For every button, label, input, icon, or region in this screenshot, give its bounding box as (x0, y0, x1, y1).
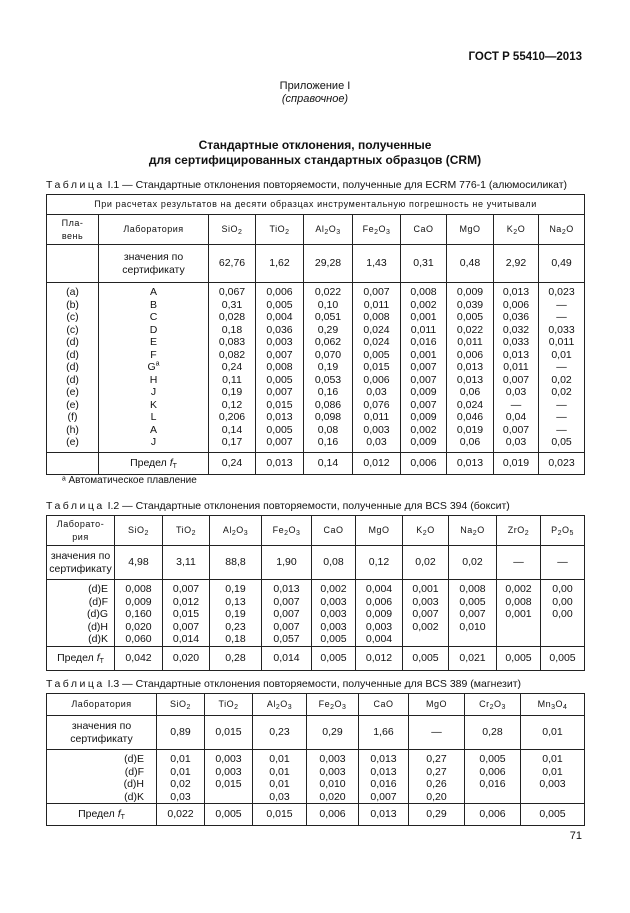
table2-limit-value-9: 0,005 (541, 646, 585, 670)
table3-limit-label: Предел $f_T$ (47, 804, 157, 826)
table1-header-1: Лаборатория (99, 215, 209, 245)
table1-header-9: $Na_2O$ (539, 215, 585, 245)
table2-limit-value-8: 0,005 (497, 646, 541, 670)
table2-cert-value-2: 88,8 (210, 546, 262, 580)
table1-value-column-7: 0,023 — — 0,033 0,011 0,01 — 0,02 0,02 — — — 0,05 (539, 283, 585, 453)
table3-cert-value-3: 0,29 (307, 716, 359, 750)
table1-value-column-6: 0,013 0,006 0,036 0,032 0,033 0,013 0,011 0,007 0,03 — 0,04 0,007 0,03 (494, 283, 539, 453)
table3 (46, 693, 585, 826)
table2-cert-label: значения по сертификату (47, 546, 115, 580)
table3-cert-label: значения по сертификату (47, 716, 157, 750)
table1-limit-value-1: 0,013 (256, 453, 304, 475)
table2-cert-value-8: — (497, 546, 541, 580)
appendix-subtitle: (справочное) (281, 93, 349, 105)
table2-cert-value-4: 0,08 (312, 546, 356, 580)
table1-cert-label: значения по сертификату (99, 245, 209, 283)
page-number: 71 (569, 830, 582, 842)
table3-header-2: TiO$_2$ (205, 694, 253, 716)
table1-cert-value-4: 0,31 (401, 245, 447, 283)
table3-header-4: $Fe_2O_3$ (307, 694, 359, 716)
table3-limit-value-1: 0,005 (205, 804, 253, 826)
table1-cert-value-7: 0,49 (539, 245, 585, 283)
table2-limit-value-7: 0,021 (449, 646, 497, 670)
table2-value-column-9: 0,00 0,00 0,00 (541, 580, 585, 647)
table1-header-3: TiO$_2$ (256, 215, 304, 245)
table1-value-column-5: 0,009 0,039 0,005 0,022 0,011 0,006 0,013 0,013 0,06 0,024 0,046 0,019 0,06 (447, 283, 494, 453)
table2-caption: Таблица I.2 — Стандартные отклонения повторяемости, полученные для BCS 394 (боксит) (46, 500, 510, 512)
table1-limit-value-3: 0,012 (353, 453, 401, 475)
table1-header-8: $K_2O$ (494, 215, 539, 245)
table3-value-column-1: 0,003 0,003 0,015 (205, 750, 253, 804)
table1-value-column-1: 0,006 0,005 0,004 0,036 0,003 0,007 0,008 0,005 0,007 0,015 0,013 0,005 0,007 (256, 283, 304, 453)
table1-limit-value-6: 0,019 (494, 453, 539, 475)
table3-header-7: $Cr_2O_3$ (465, 694, 521, 716)
table3-cert-value-1: 0,015 (205, 716, 253, 750)
table3-value-column-0: 0,01 0,01 0,02 0,03 (157, 750, 205, 804)
table2-header-6: MgO (356, 516, 403, 546)
table2-limit-value-0: 0,042 (115, 646, 163, 670)
table1-cert-value-2: 29,28 (304, 245, 353, 283)
table2-cert-value-0: 4,98 (115, 546, 163, 580)
table3-header-8: $Mn_3O_4$ (521, 694, 585, 716)
table3-caption: Таблица I.3 — Стандартные отклонения повторяемости, полученные для BCS 389 (магнезит) (46, 678, 522, 690)
table1-cert-value-0: 62,76 (209, 245, 256, 283)
table2-limit-value-5: 0,012 (356, 646, 403, 670)
table2-value-column-6: 0,001 0,003 0,007 0,002 (403, 580, 449, 647)
table1-lab-column: A B C D E F $G^a$ H J K L A J (99, 283, 209, 453)
table1-note: При расчетах результатов на десяти образцах инструментальную погрешность не учитывали (47, 195, 585, 215)
table1-limit-value-5: 0,013 (447, 453, 494, 475)
table2-limit-value-4: 0,005 (312, 646, 356, 670)
table1-footnote: ᵃ Автоматическое плавление (62, 475, 197, 486)
table1-flux-column: (a) (b) (c) (c) (d) (d) (d) (d) (e) (e) (f) (h) (e) (47, 283, 99, 453)
table1-limit-value-0: 0,24 (209, 453, 256, 475)
table3-value-column-7: 0,01 0,01 0,003 (521, 750, 585, 804)
table2 (46, 515, 585, 671)
table2-cert-value-5: 0,12 (356, 546, 403, 580)
table3-limit-value-0: 0,022 (157, 804, 205, 826)
main-title-line2: для сертифицированных стандартных образцов (CRM) (148, 153, 482, 167)
table1-header-4: $Al_2O_3$ (304, 215, 353, 245)
table3-value-column-3: 0,003 0,003 0,010 0,020 (307, 750, 359, 804)
appendix-heading (0, 80, 630, 106)
table2-cert-value-1: 3,11 (163, 546, 210, 580)
table3-value-column-4: 0,013 0,013 0,016 0,007 (359, 750, 409, 804)
table3-limit-value-4: 0,013 (359, 804, 409, 826)
table2-header-8: $Na_2O$ (449, 516, 497, 546)
table1-header-0: Пла- вень (47, 215, 99, 245)
table2-limit-value-3: 0,014 (262, 646, 312, 670)
table2-value-column-5: 0,004 0,006 0,009 0,003 0,004 (356, 580, 403, 647)
table2-value-column-0: 0,008 0,009 0,160 0,020 0,060 (115, 580, 163, 647)
table3-limit-value-6: 0,006 (465, 804, 521, 826)
table3-header-3: $Al_2O_3$ (253, 694, 307, 716)
table2-limit-value-2: 0,28 (210, 646, 262, 670)
table2-cert-value-7: 0,02 (449, 546, 497, 580)
table2-header-0: Лаборато- рия (47, 516, 115, 546)
table3-cert-value-4: 1,66 (359, 716, 409, 750)
table2-header-7: $K_2O$ (403, 516, 449, 546)
table1-cert-flux (47, 245, 99, 283)
table2-cert-value-9: — (541, 546, 585, 580)
document-header: ГОСТ Р 55410—2013 (468, 51, 582, 63)
table3-cert-value-7: 0,01 (521, 716, 585, 750)
table1-value-column-2: 0,022 0,10 0,051 0,29 0,062 0,070 0,19 0,053 0,16 0,086 0,098 0,08 0,16 (304, 283, 353, 453)
table1-header-7: MgO (447, 215, 494, 245)
table2-value-column-3: 0,013 0,007 0,007 0,007 0,057 (262, 580, 312, 647)
table3-header-5: CaO (359, 694, 409, 716)
table2-limit-value-6: 0,005 (403, 646, 449, 670)
table1-cert-value-1: 1,62 (256, 245, 304, 283)
table3-cert-value-6: 0,28 (465, 716, 521, 750)
main-title (0, 138, 630, 168)
table1-value-column-3: 0,007 0,011 0,008 0,024 0,024 0,005 0,015 0,006 0,03 0,076 0,011 0,003 0,03 (353, 283, 401, 453)
table1-cert-value-3: 1,43 (353, 245, 401, 283)
table1-header-6: CaO (401, 215, 447, 245)
table3-cert-value-2: 0,23 (253, 716, 307, 750)
table1-limit-value-7: 0,023 (539, 453, 585, 475)
table2-value-column-4: 0,002 0,003 0,003 0,003 0,005 (312, 580, 356, 647)
table1-header-5: $Fe_2O_3$ (353, 215, 401, 245)
table1-header-2: SiO$_2$ (209, 215, 256, 245)
appendix-title: Приложение I (279, 80, 351, 92)
table3-header-6: MgO (409, 694, 465, 716)
table2-lab-column: (d)E (d)F (d)G (d)H (d)K (47, 580, 115, 647)
table2-value-column-1: 0,007 0,012 0,015 0,007 0,014 (163, 580, 210, 647)
table2-value-column-8: 0,002 0,008 0,001 (497, 580, 541, 647)
table2-header-3: $Al_2O_3$ (210, 516, 262, 546)
table2-header-9: ZrO$_2$ (497, 516, 541, 546)
table2-header-10: $P_2O_5$ (541, 516, 585, 546)
table1-cert-value-5: 0,48 (447, 245, 494, 283)
table3-limit-value-3: 0,006 (307, 804, 359, 826)
table3-limit-value-2: 0,015 (253, 804, 307, 826)
table2-header-1: SiO$_2$ (115, 516, 163, 546)
table2-limit-label: Предел $f_T$ (47, 646, 115, 670)
table3-limit-value-7: 0,005 (521, 804, 585, 826)
table1-limit-label: Предел $f_T$ (99, 453, 209, 475)
table1 (46, 194, 585, 475)
table2-limit-value-1: 0,020 (163, 646, 210, 670)
table2-header-2: TiO$_2$ (163, 516, 210, 546)
table2-cert-value-6: 0,02 (403, 546, 449, 580)
table3-value-column-5: 0,27 0,27 0,26 0,20 (409, 750, 465, 804)
table3-cert-value-0: 0,89 (157, 716, 205, 750)
table1-limit-value-2: 0,14 (304, 453, 353, 475)
table1-value-column-4: 0,008 0,002 0,001 0,011 0,016 0,001 0,007 0,007 0,009 0,007 0,009 0,002 0,009 (401, 283, 447, 453)
table3-lab-column: (d)E (d)F (d)H (d)K (47, 750, 157, 804)
table2-cert-value-3: 1,90 (262, 546, 312, 580)
table2-header-5: CaO (312, 516, 356, 546)
table1-cert-value-6: 2,92 (494, 245, 539, 283)
table3-header-0: Лаборатория (47, 694, 157, 716)
table1-caption: Таблица I.1 — Стандартные отклонения повторяемости, полученные для ECRM 776-1 (алюмосиликат) (46, 179, 568, 191)
table3-limit-value-5: 0,29 (409, 804, 465, 826)
table1-value-column-0: 0,067 0,31 0,028 0,18 0,083 0,082 0,24 0,11 0,19 0,12 0,206 0,14 0,17 (209, 283, 256, 453)
table2-value-column-2: 0,19 0,13 0,19 0,23 0,18 (210, 580, 262, 647)
main-title-line1: Стандартные отклонения, полученные (198, 138, 432, 152)
table1-limit-flux (47, 453, 99, 475)
table3-cert-value-5: — (409, 716, 465, 750)
table3-value-column-2: 0,01 0,01 0,01 0,03 (253, 750, 307, 804)
table3-value-column-6: 0,005 0,006 0,016 (465, 750, 521, 804)
table1-limit-value-4: 0,006 (401, 453, 447, 475)
table2-value-column-7: 0,008 0,005 0,007 0,010 (449, 580, 497, 647)
table3-header-1: SiO$_2$ (157, 694, 205, 716)
table2-header-4: $Fe_2O_3$ (262, 516, 312, 546)
